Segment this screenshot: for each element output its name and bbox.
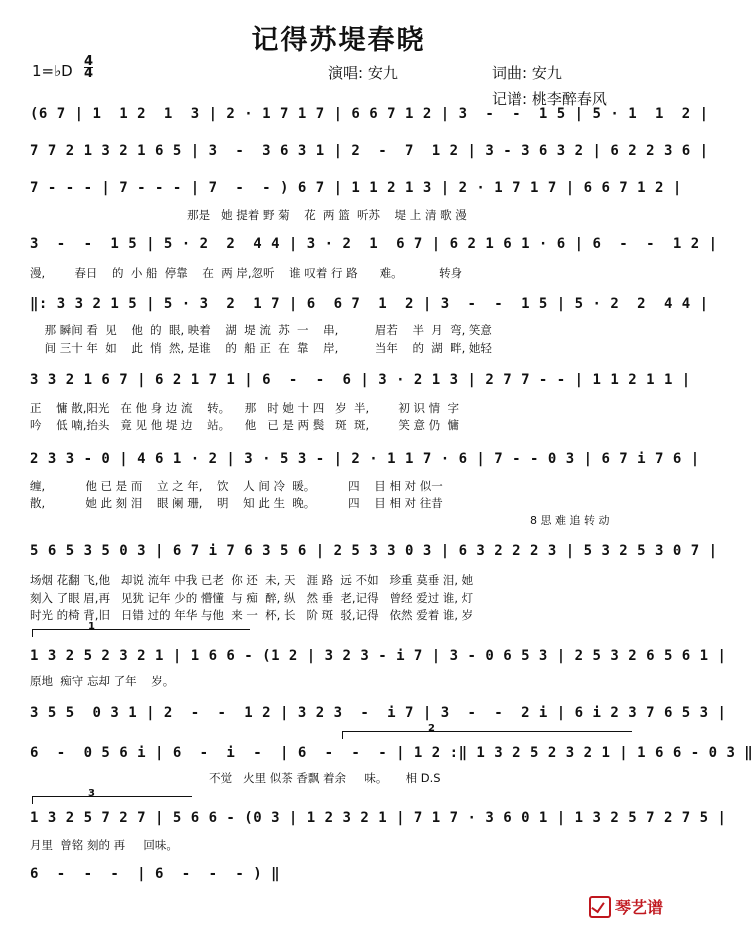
singer-credit: 演唱: 安九	[328, 64, 398, 82]
notation-row: 3 3 2 1 6 7 | 6 2 1 7 1 | 6 - - 6 | 3 · 2 1 3 | 2 7 7 - - | 1 1 2 1 1 |	[30, 372, 691, 388]
time-signature-top: 4	[84, 54, 94, 69]
composer-credit: 词曲: 安九	[492, 64, 562, 82]
lyric-line: 那 瞬间 看 见 他 的 眼, 映着 湖 堤 流 苏 一 串, 眉若 半 月 弯, 笑意	[30, 323, 492, 337]
notation-row: 3 5 5 0 3 1 | 2 - - 1 2 | 3 2 3 - i 7 | 3 - - 2 i | 6 i 2 3 7 6 5 3 |	[30, 705, 727, 721]
notation-row: 7 - - - | 7 - - - | 7 - - ) 6 7 | 1 1 2 1 3 | 2 · 1 7 1 7 | 6 6 7 1 2 |	[30, 180, 682, 196]
time-signature-bottom: 4	[84, 66, 94, 81]
notation-row: 2 3 3 - 0 | 4 6 1 · 2 | 3 · 5 3 - | 2 · 1 1 7 · 6 | 7 - - 0 3 | 6 7 i 7 6 |	[30, 451, 700, 467]
volta-number: 2	[428, 723, 435, 734]
lyric-line: 正 慵 散,阳光 在 他 身 边 流 转。 那 时 她 十 四 岁 半, 初 识 情 字	[30, 401, 459, 415]
lyric-line: 原地 痴守 忘却 了年 岁。	[30, 674, 175, 688]
key-signature: 1=♭D	[32, 62, 73, 80]
volta-bracket	[32, 796, 33, 804]
lyric-line: 吟 低 喃,抬头 竟 见 他 堤 边 站。 他 已 是 两 鬓 斑 斑, 笑 意 仍 慵	[30, 418, 459, 432]
score-title: 记得苏堤春晓	[251, 25, 426, 56]
notation-row: ‖: 3 3 2 1 5 | 5 · 3 2 1 7 | 6 6 7 1 2 | 3 - - 1 5 | 5 · 2 2 4 4 |	[30, 296, 709, 312]
volta-number: 1	[88, 621, 95, 632]
volta-bracket	[32, 629, 33, 637]
lyric-line: 刻入 了眼 眉,再 见犹 记年 少的 懵懂 与 痴 醉, 纵 然 垂 老,记得 曾经 爱过 谁, 灯	[30, 591, 474, 605]
lyric-line: 不觉 火里 似茶 香飘 着余 味。 相 D.S	[30, 771, 441, 785]
transcriber-credit: 记谱: 桃李醉春风	[492, 90, 607, 108]
lyric-line: 那是 她 提着 野 菊 花 两 篮 听苏 堤 上 清 歌 漫	[30, 208, 467, 222]
notation-row: 1 3 2 5 2 3 2 1 | 1 6 6 - (1 2 | 3 2 3 - i 7 | 3 - 0 6 5 3 | 2 5 3 2 6 5 6 1 |	[30, 648, 727, 664]
notation-row: 1 3 2 5 7 2 7 | 5 6 6 - (0 3 | 1 2 3 2 1 | 7 1 7 · 3 6 0 1 | 1 3 2 5 7 2 7 5 |	[30, 810, 727, 826]
notation-row: 7 7 2 1 3 2 1 6 5 | 3 - 3 6 3 1 | 2 - 7 1 2 | 3 - 3 6 3 2 | 6 2 2 3 6 |	[30, 143, 709, 159]
volta-bracket	[342, 731, 632, 732]
lyric-line: 月里 曾铭 刻的 再 回味。	[30, 838, 178, 852]
notation-row: 6 - - - | 6 - - - ) ‖	[30, 866, 281, 882]
notation-row: 6 - 0 5 6 i | 6 - i - | 6 - - - | 1 2 :‖ 1 3 2 5 2 3 2 1 | 1 6 6 - 0 3 ‖	[30, 745, 753, 761]
lyric-line: 时光 的椅 背,旧 日错 过的 年华 与他 来 一 杯, 长 阶 斑 驳,记得 依然 爱着 谁, 岁	[30, 608, 474, 622]
volta-number: 3	[88, 788, 95, 799]
volta-bracket	[32, 796, 192, 797]
lyric-line: 场烟 花翻 飞,他 却说 流年 中我 已老 你 还 未, 天 涯 路 远 不如 珍重 莫垂 泪, 她	[30, 573, 474, 587]
volta-bracket	[342, 731, 343, 739]
qinyipu-logo-icon	[589, 896, 611, 918]
notation-row: (6 7 | 1 1 2 1 3 | 2 · 1 7 1 7 | 6 6 7 1 2 | 3 - - 1 5 | 5 · 1 1 2 |	[30, 106, 709, 122]
site-logo	[589, 895, 663, 918]
lyric-line: 散, 她 此 刻 泪 眼 阑 珊, 明 知 此 生 晚。 四 目 相 对 往昔	[30, 496, 443, 510]
lyric-line: 间 三十 年 如 此 悄 然, 是谁 的 船 正 在 靠 岸, 当年 的 湖 畔, 她轻	[30, 341, 492, 355]
logo-text: 琴艺谱	[614, 898, 663, 917]
annotation-text: 8 思 难 追 转 动	[530, 514, 610, 527]
volta-bracket	[32, 629, 250, 630]
lyric-line: 缠, 他 已 是 而 立 之 年, 饮 人 间 冷 暖。 四 目 相 对 似一	[30, 479, 443, 493]
time-signature	[84, 56, 93, 79]
notation-row: 3 - - 1 5 | 5 · 2 2 4 4 | 3 · 2 1 6 7 | 6 2 1 6 1 · 6 | 6 - - 1 2 |	[30, 236, 718, 252]
lyric-line: 漫, 春日 的 小 船 停靠 在 两 岸,忽听 谁 叹着 行 路 难。 转身	[30, 266, 463, 280]
notation-row: 5 6 5 3 5 0 3 | 6 7 i 7 6 3 5 6 | 2 5 3 3 0 3 | 6 3 2 2 2 3 | 5 3 2 5 3 0 7 |	[30, 543, 718, 559]
